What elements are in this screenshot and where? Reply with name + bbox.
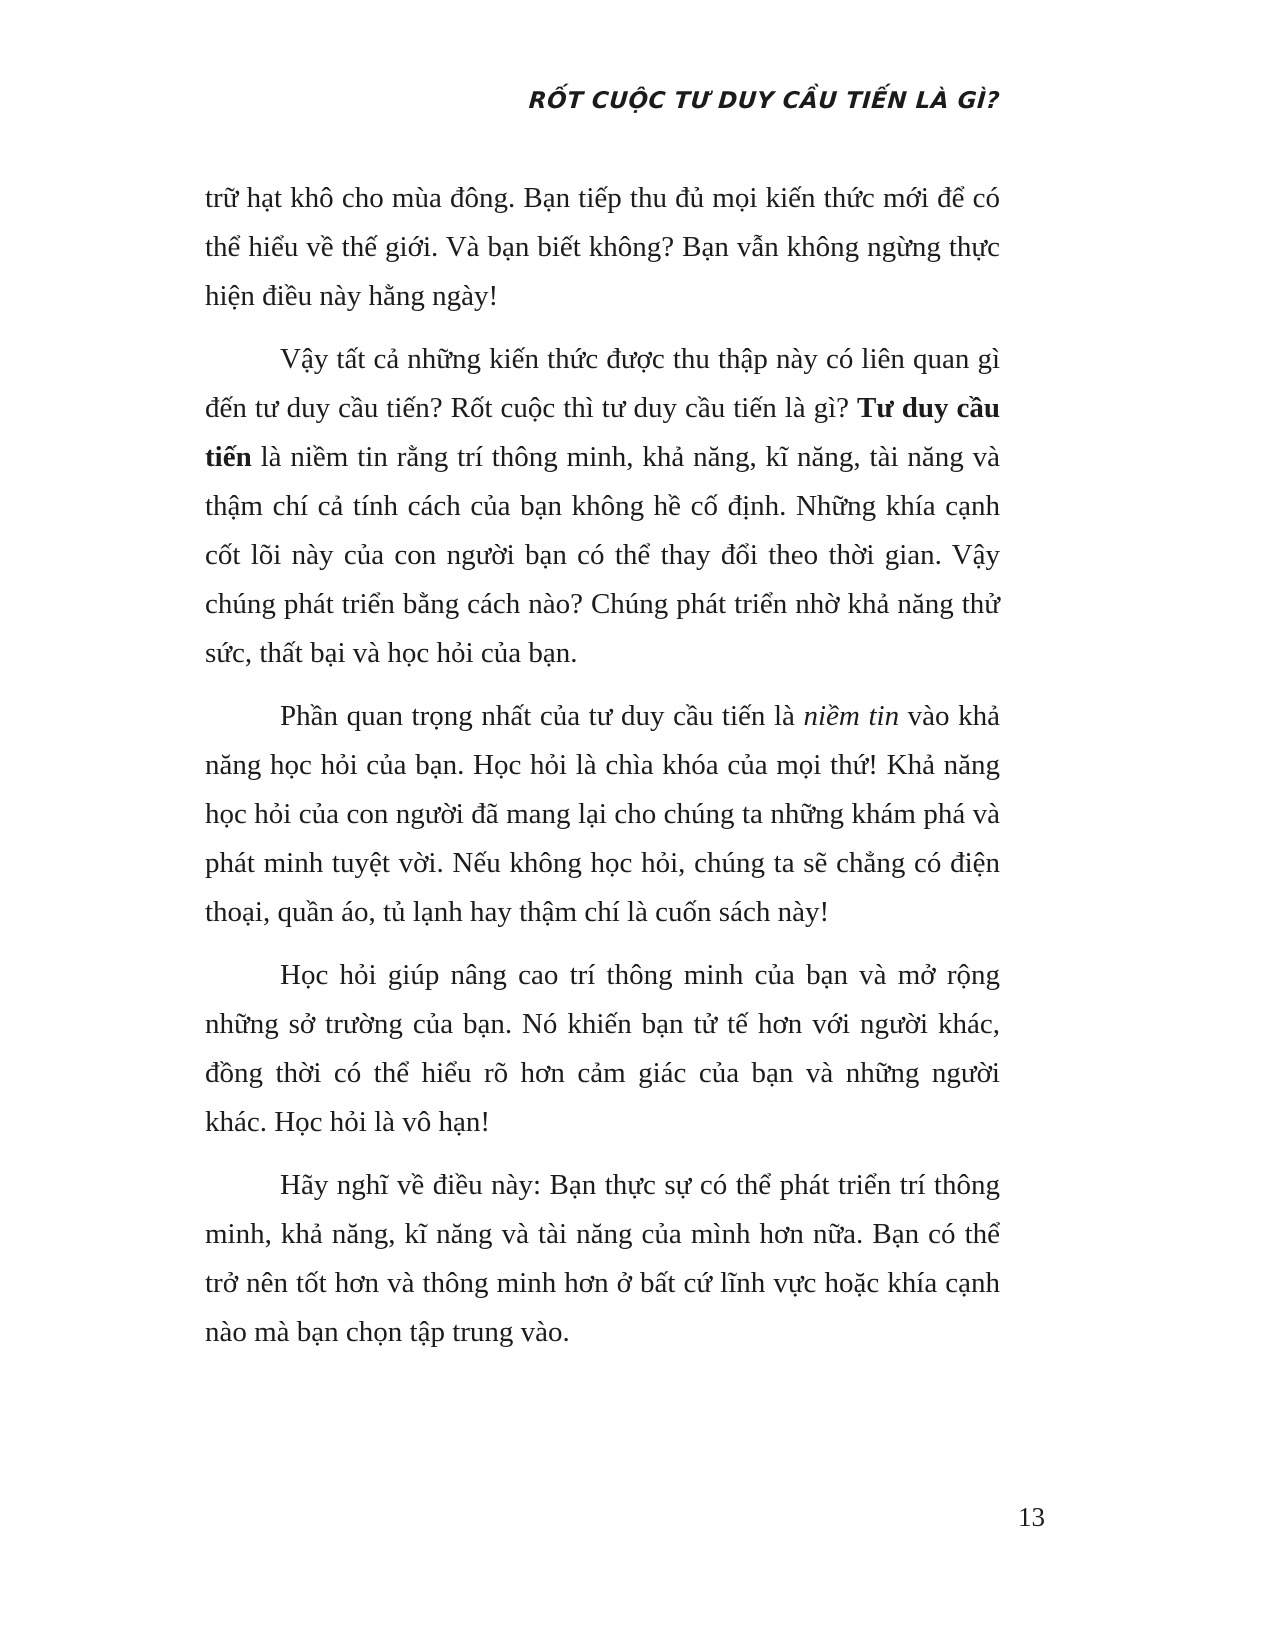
- body-text: [205, 174, 1000, 1357]
- paragraph-run: Học hỏi giúp nâng cao trí thông minh của bạn và mở rộng những sở trường của bạn. Nó khiến bạn tử tế hơn với người khác, đồng thời có thể hiểu rõ hơn cảm giác của bạn và những người khác. Học hỏi là vô hạn!: [205, 959, 1000, 1138]
- running-header: RỐT CUỘC TƯ DUY CẦU TIẾN LÀ GÌ?: [528, 88, 1001, 114]
- paragraph: [205, 1161, 1000, 1357]
- paragraph-run: Phần quan trọng nhất của tư duy cầu tiến là: [280, 700, 804, 732]
- paragraph-run: Hãy nghĩ về điều này: Bạn thực sự có thể phát triển trí thông minh, khả năng, kĩ năng và tài năng của mình hơn nữa. Bạn có thể trở nên tốt hơn và thông minh hơn ở bất cứ lĩnh vực hoặc khía cạnh nào mà bạn chọn tập trung vào.: [205, 1169, 1000, 1348]
- paragraph-run-italic: niềm tin: [803, 700, 900, 732]
- paragraph-run: là niềm tin rằng trí thông minh, khả năng, kĩ năng, tài năng và thậm chí cả tính cách của bạn không hề cố định. Những khía cạnh cốt lõi này của con người bạn có thể thay đổi theo thời gian. Vậy chúng phát triển bằng cách nào? Chúng phát triển nhờ khả năng thử sức, thất bại và học hỏi của bạn.: [205, 441, 1000, 669]
- page-number: 13: [1018, 1502, 1045, 1532]
- paragraph-run: Vậy tất cả những kiến thức được thu thập này có liên quan gì đến tư duy cầu tiến? Rốt cuộc thì tư duy cầu tiến là gì?: [205, 343, 1000, 424]
- paragraph-run: vào khả năng học hỏi của bạn. Học hỏi là chìa khóa của mọi thứ! Khả năng học hỏi của con người đã mang lại cho chúng ta những khám phá và phát minh tuyệt vời. Nếu không học hỏi, chúng ta sẽ chẳng có điện thoại, quần áo, tủ lạnh hay thậm chí là cuốn sách này!: [205, 700, 1000, 928]
- paragraph: [205, 951, 1000, 1147]
- paragraph-run: trữ hạt khô cho mùa đông. Bạn tiếp thu đủ mọi kiến thức mới để có thể hiểu về thế giới. Và bạn biết không? Bạn vẫn không ngừng thực hiện điều này hằng ngày!: [205, 182, 1000, 312]
- paragraph: [205, 174, 1000, 321]
- paragraph: [205, 335, 1000, 678]
- paragraph-run-bold: Tư duy cầu tiến: [205, 392, 1000, 473]
- paragraph: [205, 692, 1000, 937]
- text-column: [205, 0, 1000, 1371]
